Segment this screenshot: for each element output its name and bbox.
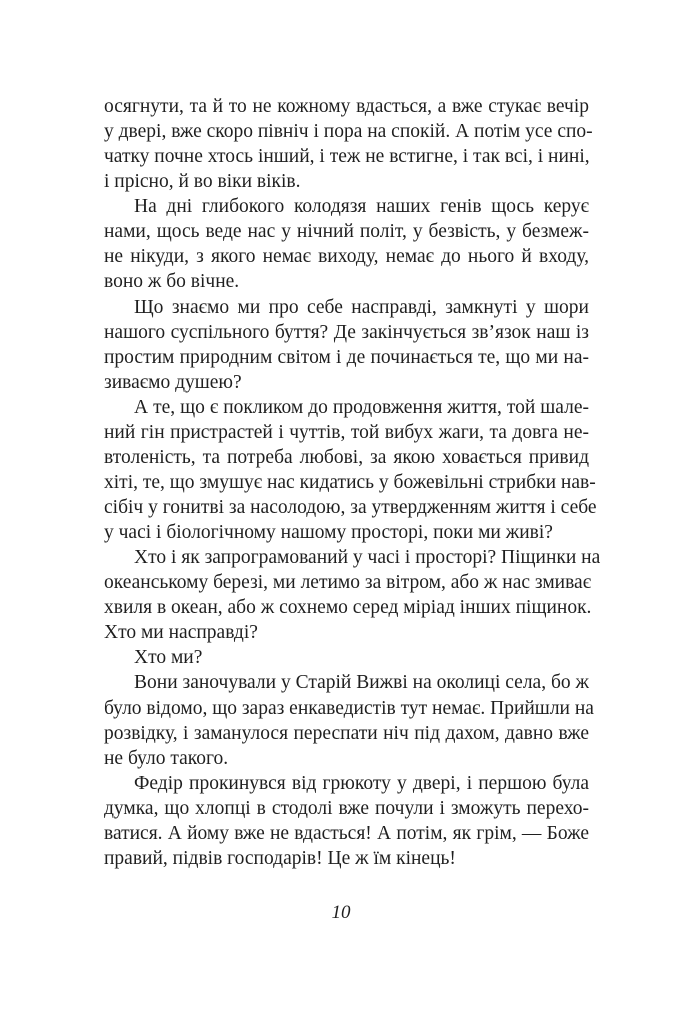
text-line: На дні глибокого колодязя наших генів щось керує (134, 196, 589, 218)
text-line: нами, щось веде нас у нічний політ, у безвість, у безмеж- (104, 221, 589, 243)
text-line: простим природним світом і де починається те, що ми на- (104, 346, 589, 368)
text-line: Хто і як запрограмований у часі і просторі? Піщинки на (134, 547, 601, 569)
text-line: Федір прокинувся від грюкоту у двері, і першою була (134, 772, 589, 794)
text-line: нашого суспільного буття? Де закінчується зв’язок наш із (104, 321, 589, 343)
text-line: Хто ми насправді? (104, 622, 258, 644)
paragraph (104, 94, 593, 194)
text-line: воно ж бо вічне. (104, 271, 240, 293)
paragraph (104, 771, 589, 871)
text-line: чатку почне хтось інший, і теж не встигне, і так всі, і нині, (104, 146, 590, 168)
text-line: хвиля в океан, або ж сохнемо серед міріад інших піщинок. (104, 597, 592, 619)
text-line: осягнути, та й то не кожному вдасться, а вже стукає вечір (104, 96, 589, 117)
text-line: зиваємо душею? (104, 371, 242, 393)
text-line: у часі і біологічному нашому просторі, поки ми живі? (104, 522, 553, 544)
text-line: правий, підвів господарів! Це ж їм кінець! (104, 847, 456, 869)
text-line: хіті, те, що змушує нас кидатись у божевільні стрибки нав- (104, 471, 596, 493)
text-line: океанському березі, ми летимо за вітром, або ж нас змиває (104, 572, 592, 594)
paragraph (104, 645, 589, 670)
paragraph (104, 295, 589, 395)
text-line: не нікуди, з якого немає виходу, немає до нього й входу, (104, 246, 589, 268)
text-line: не було такого. (104, 747, 229, 769)
text-line: втоленість, та потреба любові, за якою ховається привид (104, 446, 589, 468)
text-line: і прісно, й во віки віків. (104, 171, 301, 193)
text-line: сібіч у гонитві за насолодою, за утвердженням життя і себе (104, 497, 597, 518)
text-line: Хто ми? (134, 647, 203, 669)
page-body (104, 94, 601, 871)
page-number: 10 (331, 902, 351, 923)
paragraph (104, 194, 589, 294)
text-line: було відомо, що зараз енкаведистів тут немає. Прийшли на (104, 697, 594, 719)
text-line: у двері, вже скоро північ і пора на спокій. А потім усе спо- (104, 121, 593, 143)
text-line: Що знаємо ми про себе насправді, замкнуті у шори (134, 296, 589, 318)
text-line: А те, що є покликом до продовження життя, той шале- (134, 396, 589, 418)
text-line: Вони заночували у Старій Вижві на околиці села, бо ж (134, 672, 589, 694)
paragraph (104, 395, 597, 545)
text-line: розвідку, і заманулося переспати ніч під дахом, давно вже (104, 722, 589, 744)
paragraph (104, 545, 601, 645)
text-line: думка, що хлопці в стодолі вже почули і зможуть перехо- (104, 797, 589, 819)
text-line: ний гін пристрастей і чуттів, той вибух жаги, та довга не- (104, 421, 589, 443)
paragraph (104, 670, 594, 770)
text-line: ватися. А йому вже не вдасться! А потім, як грім, — Боже (104, 822, 589, 844)
